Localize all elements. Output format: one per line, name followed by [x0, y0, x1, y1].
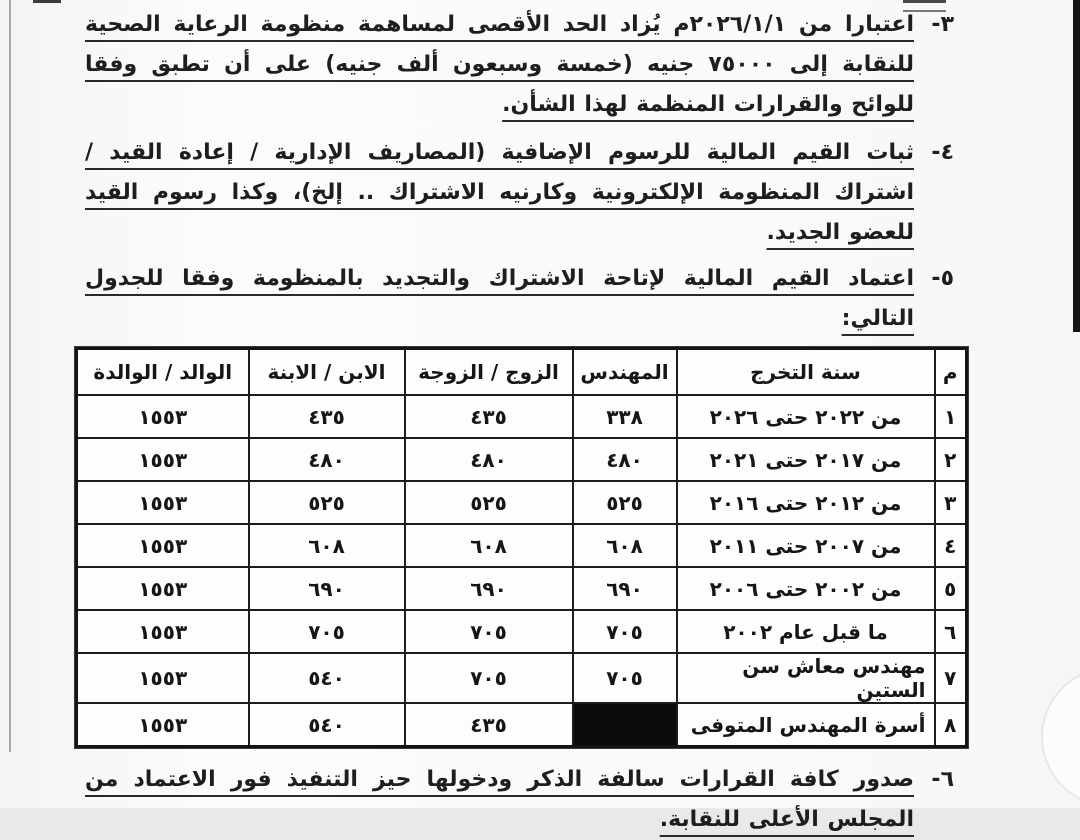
- cell-engineer-fee: ٥٢٥: [573, 481, 677, 524]
- cell-graduation-year: ما قبل عام ٢٠٠٢: [677, 610, 935, 653]
- cell-serial: ٨: [935, 703, 967, 747]
- clause-5: [0, 259, 954, 339]
- cell-serial: ٦: [935, 610, 967, 653]
- clause-4: [0, 133, 954, 253]
- cell-child-fee: ٦٩٠: [249, 567, 405, 610]
- cell-graduation-year: من ٢٠١٢ حتى ٢٠١٦: [677, 481, 935, 524]
- col-header-spouse: الزوج / الزوجة: [405, 349, 573, 396]
- table-row: [77, 395, 967, 438]
- cell-serial: ٣: [935, 481, 967, 524]
- cell-serial: ٢: [935, 438, 967, 481]
- cell-engineer-fee: ٦٠٨: [573, 524, 677, 567]
- cell-spouse-fee: ٦٩٠: [405, 567, 573, 610]
- cell-spouse-fee: ٧٠٥: [405, 653, 573, 703]
- cell-parent-fee: ١٥٥٣: [77, 653, 249, 703]
- cell-graduation-year: من ٢٠١٧ حتى ٢٠٢١: [677, 438, 935, 481]
- clause-4-text: ثبات القيم المالية للرسوم الإضافية (المصاريف الإدارية / إعادة القيد / اشتراك المنظومة الإلكترونية وكارنيه الاشتراك .. إلخ)، وكذا رسوم القيد للعضو الجديد.: [85, 140, 914, 245]
- cell-graduation-year: مهندس معاش سن الستين: [677, 653, 935, 703]
- cell-child-fee: ٥٢٥: [249, 481, 405, 524]
- table-row: [77, 438, 967, 481]
- cell-parent-fee: ١٥٥٣: [77, 481, 249, 524]
- cell-engineer-fee: ٤٨٠: [573, 438, 677, 481]
- clause-6-number: ٦-: [931, 767, 954, 792]
- cell-child-fee: ٤٨٠: [249, 438, 405, 481]
- cell-engineer-fee: ٦٩٠: [573, 567, 677, 610]
- cell-parent-fee: ١٥٥٣: [77, 703, 249, 747]
- cell-child-fee: ٥٤٠: [249, 653, 405, 703]
- table-row: [77, 610, 967, 653]
- cell-child-fee: ٤٣٥: [249, 395, 405, 438]
- cell-parent-fee: ١٥٥٣: [77, 567, 249, 610]
- cell-graduation-year: من ٢٠٠٢ حتى ٢٠٠٦: [677, 567, 935, 610]
- table-row: [77, 653, 967, 703]
- cell-parent-fee: ١٥٥٣: [77, 395, 249, 438]
- cell-spouse-fee: ٧٠٥: [405, 610, 573, 653]
- table-row: [77, 567, 967, 610]
- table-row: [77, 524, 967, 567]
- cell-parent-fee: ١٥٥٣: [77, 524, 249, 567]
- cell-serial: ٤: [935, 524, 967, 567]
- cell-engineer-fee: ٧٠٥: [573, 653, 677, 703]
- table-row: [77, 481, 967, 524]
- cell-spouse-fee: ٤٨٠: [405, 438, 573, 481]
- cell-child-fee: ٥٤٠: [249, 703, 405, 747]
- clause-3-text: اعتبارا من ٢٠٢٦/١/١م يُزاد الحد الأقصى لمساهمة منظومة الرعاية الصحية للنقابة إلى ٧٥٠٠٠ جنيه (خمسة وسبعون ألف جنيه) على أن تطبق وفقا للوائح والقرارات المنظمة لهذا الشأن.: [85, 12, 915, 117]
- col-header-parent: الوالد / الوالدة: [77, 349, 249, 396]
- cell-spouse-fee: ٤٣٥: [405, 395, 573, 438]
- clause-3: [0, 5, 954, 125]
- col-header-graduation-year: سنة التخرج: [677, 349, 935, 396]
- cell-spouse-fee: ٤٣٥: [405, 703, 573, 747]
- cell-graduation-year: من ٢٠٠٧ حتى ٢٠١١: [677, 524, 935, 567]
- col-header-child: الابن / الابنة: [249, 349, 405, 396]
- cell-spouse-fee: ٦٠٨: [405, 524, 573, 567]
- clause-6: [0, 760, 954, 840]
- col-header-engineer: المهندس: [573, 349, 677, 396]
- cell-child-fee: ٧٠٥: [249, 610, 405, 653]
- clause-3-number: ٣-: [931, 12, 954, 37]
- table-header-row: [77, 349, 967, 396]
- cell-graduation-year: من ٢٠٢٢ حتى ٢٠٢٦: [677, 395, 935, 438]
- cell-engineer-fee: ٣٣٨: [573, 395, 677, 438]
- cell-spouse-fee: ٥٢٥: [405, 481, 573, 524]
- table-row: [77, 703, 967, 747]
- cell-child-fee: ٦٠٨: [249, 524, 405, 567]
- clause-5-number: ٥-: [931, 266, 954, 291]
- cell-engineer-fee: ٧٠٥: [573, 610, 677, 653]
- col-header-serial: م: [935, 349, 967, 396]
- cell-serial: ١: [935, 395, 967, 438]
- clause-5-text: اعتماد القيم المالية لإتاحة الاشتراك والتجديد بالمنظومة وفقا للجدول التالي:: [85, 266, 914, 331]
- cell-serial: ٧: [935, 653, 967, 703]
- subscription-fees-table: [75, 347, 968, 748]
- cell-parent-fee: ١٥٥٣: [77, 438, 249, 481]
- clause-6-text: صدور كافة القرارات سالفة الذكر ودخولها حيز التنفيذ فور الاعتماد من المجلس الأعلى للنقابة.: [85, 767, 914, 832]
- cell-graduation-year: أسرة المهندس المتوفى: [677, 703, 935, 747]
- clause-4-number: ٤-: [931, 140, 954, 165]
- cell-parent-fee: ١٥٥٣: [77, 610, 249, 653]
- cell-engineer-fee-redacted: [573, 703, 677, 747]
- cell-serial: ٥: [935, 567, 967, 610]
